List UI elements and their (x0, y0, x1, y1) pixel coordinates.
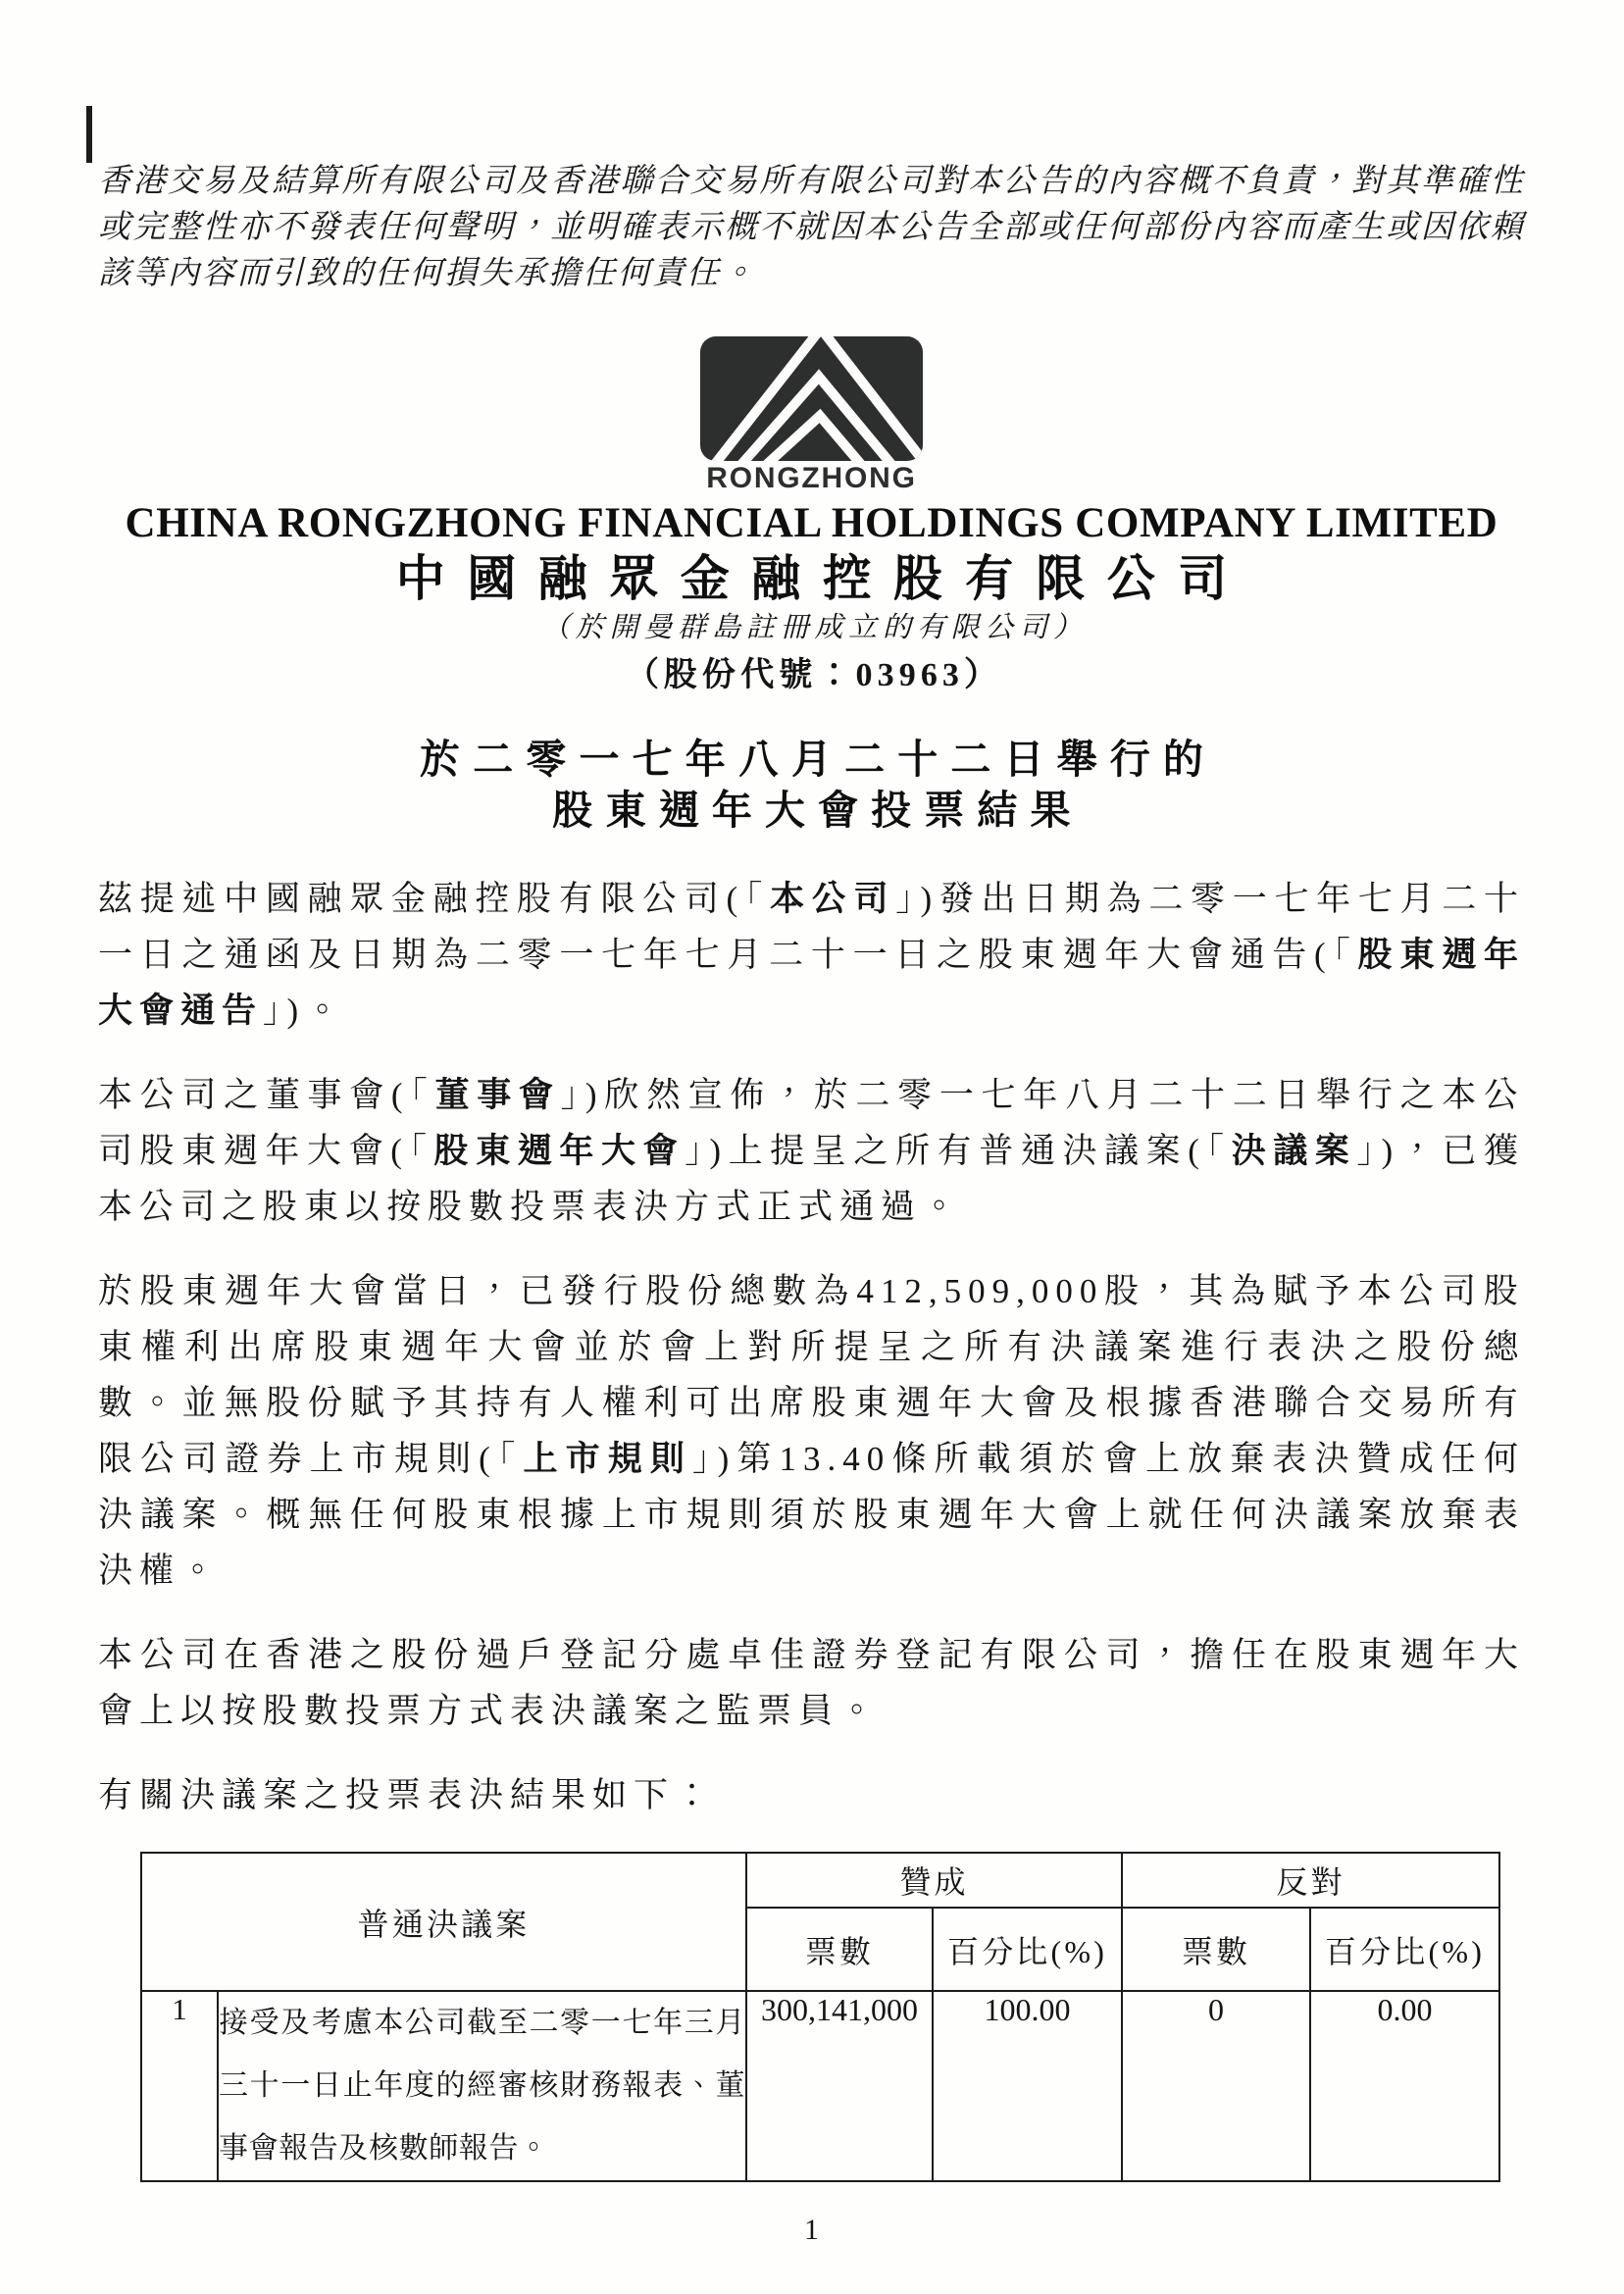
text-run: 」)第13.40條所載須於會上放棄表決贊成任何決議案。概無任何股東根據上市規則須於股東週年大會上就任何決議案放棄表決權。 (98, 1440, 1525, 1590)
paragraph (98, 1627, 1525, 1739)
header-resolution: 普通決議案 (141, 1853, 746, 1991)
poll-results-table (140, 1852, 1500, 2182)
text-run: 本公司之董事會(「 (98, 1076, 435, 1114)
header-against: 反對 (1122, 1853, 1499, 1908)
header-for: 贊成 (746, 1853, 1122, 1908)
logo-wordmark: RONGZHONG (706, 462, 917, 494)
for-votes: 300,141,000 (746, 1991, 933, 2181)
header-against-percent: 百分比(%) (1310, 1908, 1499, 1991)
for-percent: 100.00 (933, 1991, 1122, 2181)
text-run: 本公司在香港之股份過戶登記分處卓佳證券登記有限公司，擔任在股東週年大會上以按股數投票方式表決議案之監票員。 (98, 1636, 1525, 1730)
text-run: 於股東週年大會當日，已發行股份總數為412,509,000股，其為賦予本公司股東權利出席股東週年大會並於會上對所提呈之所有決議案進行表決之股份總數。並無股份賦予其持有人權利可出席股東週年大會及根據香港聯合交易所有限公司證券上市規則(「 (98, 1272, 1525, 1478)
table-header-row-1 (141, 1853, 1499, 1908)
defined-term: 股東週年大會 (433, 1132, 685, 1170)
resolution-text: 接受及考慮本公司截至二零一七年三月三十一日止年度的經審核財務報表、董事會報告及核數師報告。 (218, 1991, 746, 2181)
paragraph (98, 1263, 1525, 1599)
text-run: 有關決議案之投票表決結果如下： (98, 1776, 717, 1814)
company-logo (98, 336, 1525, 494)
paragraph (98, 871, 1525, 1039)
page-number: 1 (804, 2214, 819, 2246)
announcement-title (98, 734, 1525, 836)
incorporation-note: （於開曼群島註冊成立的有限公司） (540, 612, 1088, 643)
header-for-votes: 票數 (746, 1908, 933, 1991)
paragraph (98, 1067, 1525, 1235)
stock-code: （股份代號：03963） (625, 657, 1003, 693)
title-line-2: 股東週年大會投票結果 (552, 788, 1084, 833)
text-run: 茲提述中國融眾金融控股有限公司(「 (98, 880, 771, 918)
paragraph (98, 1767, 1525, 1823)
against-votes: 0 (1122, 1991, 1310, 2181)
title-line-1: 於二零一七年八月二十二日舉行的 (420, 737, 1216, 782)
text-run: 」)發出日期為二零一七年七月二十一日之通函及日期為二零一七年七月二十一日之股東週年大會通告(「 (98, 880, 1525, 974)
resolution-number: 1 (141, 1991, 218, 2181)
text-run: 」)，已獲本公司之股東以按股數投票表決方式正式通過。 (98, 1132, 1525, 1226)
defined-term: 本公司 (770, 880, 896, 918)
hkex-disclaimer: 香港交易及結算所有限公司及香港聯合交易所有限公司對本公告的內容概不負責，對其準確性或完整性亦不發表任何聲明，並明確表示概不就因本公告全部或任何部份內容而產生或因依賴該等內容而引致的任何損失承擔任何責任。 (98, 164, 1525, 291)
defined-term: 上市規則 (523, 1440, 692, 1478)
body-paragraphs (98, 871, 1525, 1823)
defined-term: 股東週年大會通告 (98, 936, 1525, 1030)
company-name-en: CHINA RONGZHONG FINANCIAL HOLDINGS COMPANY LIMITED (125, 500, 1498, 546)
scan-artifact (86, 106, 92, 163)
rongzhong-mountain-icon (700, 336, 923, 461)
text-run: 」)欣然宣佈，於二零一七年八月二十二日舉行之本公司股東週年大會(「 (98, 1076, 1525, 1170)
text-run: 」)上提呈之所有普通決議案(「 (685, 1132, 1232, 1170)
header-against-votes: 票數 (1122, 1908, 1310, 1991)
table-row (141, 1991, 1499, 2181)
header-for-percent: 百分比(%) (933, 1908, 1122, 1991)
against-percent: 0.00 (1310, 1991, 1499, 2181)
text-run: 」)。 (263, 992, 347, 1030)
defined-term: 決議案 (1231, 1132, 1357, 1170)
defined-term: 董事會 (434, 1076, 561, 1114)
company-name-zh: 中國融眾金融控股有限公司 (395, 551, 1249, 606)
